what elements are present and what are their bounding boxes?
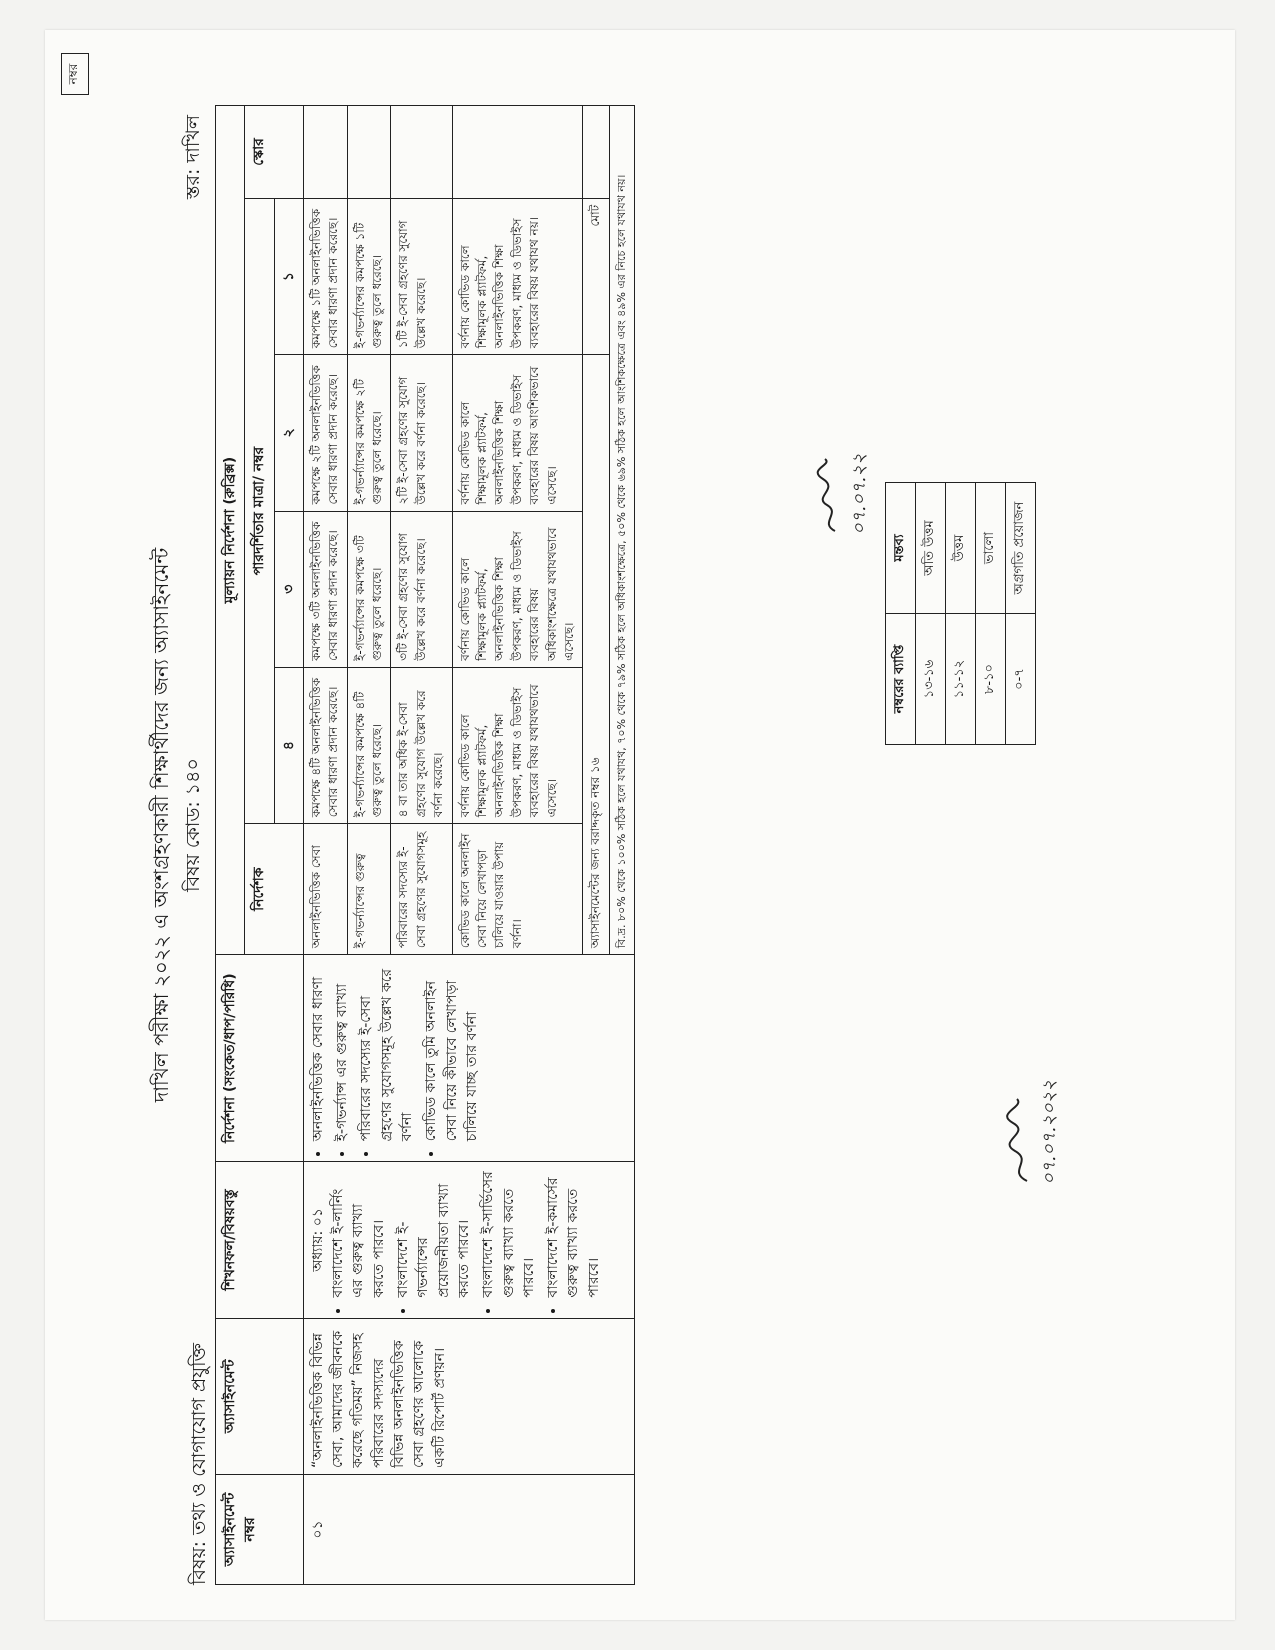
signature-date: ০৭.০৭.২২ <box>849 453 870 535</box>
subject-code: বিষয় কোড: ১৪০ <box>182 758 204 892</box>
total-marks: অ্যাসাইনমেন্টের জন্য বরাদ্দকৃত নম্বর ১৬ <box>583 355 609 955</box>
rotated-content <box>55 45 1215 1605</box>
band-remark: অগ্রগতি প্রয়োজন <box>1006 483 1036 614</box>
rubric-cell: ১টি ই-সেবা গ্রহণের সুযোগ উল্লেখ করেছে। <box>391 198 452 354</box>
header-score: স্কোর <box>245 106 304 199</box>
signature-date: ০৭.০৭.২০২২ <box>1039 1079 1060 1185</box>
rubric-cell: বর্ণনায় কোভিড কালে শিক্ষামূলক প্ল্যাটফর্ম, অনলাইনভিত্তিক শিক্ষা উপকরণ, মাধ্যম ও ডিভাইস ব্যবহারের বিষয় যথাযথভাবে এসেছে। <box>452 667 583 823</box>
footnote: বি.দ্র. ৮০% থেকে ১০০% সঠিক হলে যথাযথ, ৭০% থেকে ৭৯% সঠিক হলে অধিকাংশক্ষেত্রে, ৫০% থেকে ৬৯% সঠিক হলে আংশিকক্ষেত্রে এবং ৪৯% এর নিচে হলে যথাযথ নয়। <box>609 106 634 955</box>
directions <box>303 955 634 1162</box>
header-rubric: মূল্যায়ন নির্দেশনা (রুব্রিক্স) <box>216 106 245 955</box>
learning-outcomes <box>303 1162 634 1318</box>
header-assignment: অ্যাসাইনমেন্ট <box>216 1318 304 1474</box>
header-indicator: নির্দেশক <box>245 824 304 955</box>
rubric-cell: ২টি ই-সেবা গ্রহণের সুযোগ উল্লেখ করে বর্ণনা করেছে। <box>391 355 452 511</box>
header-level-1: ১ <box>274 198 303 354</box>
band-remark: ভালো <box>976 483 1006 614</box>
rubric-cell: ই-গভর্ন্যান্সের কমপক্ষে ১টি গুরুত্ব তুলে ধরেছে। <box>347 198 391 354</box>
band-range: ১৩-১৬ <box>916 614 946 745</box>
header-direction: নির্দেশনা (সংকেত/ধাপ/পরিধি) <box>216 955 304 1162</box>
header-num: অ্যাসাইনমেন্ট নম্বর <box>216 1474 304 1584</box>
header-level-group: পারদর্শিতার মাত্রা/ নম্বর <box>245 198 274 823</box>
header-level-2: ২ <box>274 355 303 511</box>
signature-scribble <box>815 455 845 535</box>
score-cell <box>303 106 347 199</box>
page-title: দাখিল পরীক্ষা ২০২২ এ অংশগ্রহণকারী শিক্ষার্থীদের জন্য অ্যাসাইনমেন্ট <box>149 547 173 1103</box>
assignment-text: “অনলাইনভিত্তিক বিভিন্ন সেবা, আমাদের জীবনকে করেছে গতিময়” নিজসহ পরিবারের সদস্যদের বিভিন্ন অনলাইনভিত্তিক সেবা গ্রহণের আলোকে একটি রিপোর্ট প্রণয়ন। <box>303 1318 634 1474</box>
outcome-item: • বাংলাদেশে ই-গভর্ন্যান্সের প্রয়োজনীয়তা ব্যাখ্যা করতে পারবে। <box>393 1168 474 1297</box>
indicator-cell: অনলাইনভিত্তিক সেবা <box>303 824 347 955</box>
assignment-number: ০১ <box>303 1474 634 1584</box>
total-score-cell <box>583 106 609 199</box>
table-row <box>916 483 946 745</box>
rubric-cell: বর্ণনায় কোভিড কালে শিক্ষামূলক প্ল্যাটফর্ম, অনলাইনভিত্তিক শিক্ষা উপকরণ, মাধ্যম ও ডিভাইস ব্যবহারের বিষয় যথাযথ নয়। <box>452 198 583 354</box>
rubric-cell: কমপক্ষে ৩টি অনলাইনভিত্তিক সেবার ধারণা প্রদান করেছে। <box>303 511 347 667</box>
subject-name: বিষয়: তথ্য ও যোগাযোগ প্রযুক্তি <box>188 1343 210 1585</box>
signature-left <box>1005 1080 1066 1185</box>
table-row <box>1006 483 1036 745</box>
band-remark: উত্তম <box>946 483 976 614</box>
rubric-cell: ই-গভর্ন্যান্সের কমপক্ষে ২টি গুরুত্ব তুলে ধরেছে। <box>347 355 391 511</box>
header-level-3: ৩ <box>274 511 303 667</box>
table-header-row <box>216 106 245 1585</box>
direction-item: • অনলাইনভিত্তিক সেবার ধারণা <box>308 961 328 1141</box>
score-cell <box>452 106 583 199</box>
header-level-4: ৪ <box>274 667 303 823</box>
outcome-item: • বাংলাদেশে ই-কমার্সের গুরুত্ব ব্যাখ্যা করতে পারবে। <box>543 1168 604 1297</box>
direction-item: • কোভিড কালে তুমি অনলাইন সেবা নিয়ে কীভাবে লেখাপড়া চালিয়ে যাচ্ছ তার বর্ণনা <box>421 961 482 1141</box>
table-row <box>303 106 347 1585</box>
total-label: মোট <box>583 198 609 354</box>
indicator-cell: কোভিড কালে অনলাইন সেবা নিয়ে লেখাপড়া চালিয়ে যাওয়ার উপায় বর্ণনা। <box>452 824 583 955</box>
table-row <box>976 483 1006 745</box>
band-header-remark: মন্তব্য <box>886 483 916 614</box>
rubric-cell: ৩টি ই-সেবা গ্রহণের সুযোগ উল্লেখ করে বর্ণনা করেছে। <box>391 511 452 667</box>
indicator-cell: পরিবারের সদস্যের ই-সেবা গ্রহণের সুযোগসমূহ <box>391 824 452 955</box>
chapter-label: অধ্যায়: ০১ <box>309 1208 326 1272</box>
rubric-cell: বর্ণনায় কোভিড কালে শিক্ষামূলক প্ল্যাটফর্ম, অনলাইনভিত্তিক শিক্ষা উপকরণ, মাধ্যম ও ডিভাইস ব্যবহারের বিষয় অধিকাংশক্ষেত্রে যথাযথভাবে এসেছে। <box>452 511 583 667</box>
corner-label: নম্বর <box>61 53 89 95</box>
band-range: ০-৭ <box>1006 614 1036 745</box>
band-remark: অতি উত্তম <box>916 483 946 614</box>
score-cell <box>347 106 391 199</box>
assignment-table <box>215 105 635 1585</box>
rubric-cell: কমপক্ষে ১টি অনলাইনভিত্তিক সেবার ধারণা প্রদান করেছে। <box>303 198 347 354</box>
table-row <box>946 483 976 745</box>
score-band-table <box>885 482 1036 745</box>
outcome-item: • বাংলাদেশে ই-সার্ভিসের গুরুত্ব ব্যাখ্যা করতে পারবে। <box>478 1168 539 1297</box>
outcome-item: • বাংলাদেশে ই-লার্নিং এর গুরুত্ব ব্যাখ্যা করতে পারবে। <box>328 1168 389 1297</box>
rubric-cell: কমপক্ষে ৪টি অনলাইনভিত্তিক সেবার ধারণা প্রদান করেছে। <box>303 667 347 823</box>
signature-right <box>815 453 876 535</box>
band-range: ১১-১২ <box>946 614 976 745</box>
rubric-cell: ই-গভর্ন্যান্সের কমপক্ষে ৪টি গুরুত্ব তুলে ধরেছে। <box>347 667 391 823</box>
direction-item: • ই-গভর্ন্যান্স এর গুরুত্ব ব্যাখ্যা <box>332 961 352 1141</box>
header-content: শিখনফল/বিষয়বস্তু <box>216 1162 304 1318</box>
band-header-range: নম্বরের ব্যাপ্তি <box>886 614 916 745</box>
rubric-cell: ৪ বা তার অধিক ই-সেবা গ্রহণের সুযোগ উল্লেখ করে বর্ণনা করেছে। <box>391 667 452 823</box>
rubric-cell: কমপক্ষে ২টি অনলাইনভিত্তিক সেবার ধারণা প্রদান করেছে। <box>303 355 347 511</box>
rubric-cell: বর্ণনায় কোভিড কালে শিক্ষামূলক প্ল্যাটফর্ম, অনলাইনভিত্তিক শিক্ষা উপকরণ, মাধ্যম ও ডিভাইস ব্যবহারের বিষয় আংশিকভাবে এসেছে। <box>452 355 583 511</box>
score-cell <box>391 106 452 199</box>
level-label: স্তর: দাখিল <box>182 115 204 200</box>
rubric-cell: ই-গভর্ন্যান্সের কমপক্ষে ৩টি গুরুত্ব তুলে ধরেছে। <box>347 511 391 667</box>
direction-item: • পরিবারের সদস্যের ই-সেবা গ্রহণের সুযোগসমূহ উল্লেখ করে বর্ণনা <box>356 961 417 1141</box>
band-range: ৮-১০ <box>976 614 1006 745</box>
indicator-cell: ই-গভর্ন্যান্সের গুরুত্ব <box>347 824 391 955</box>
scanned-page <box>45 30 1235 1620</box>
signature-scribble <box>1005 1095 1035 1185</box>
